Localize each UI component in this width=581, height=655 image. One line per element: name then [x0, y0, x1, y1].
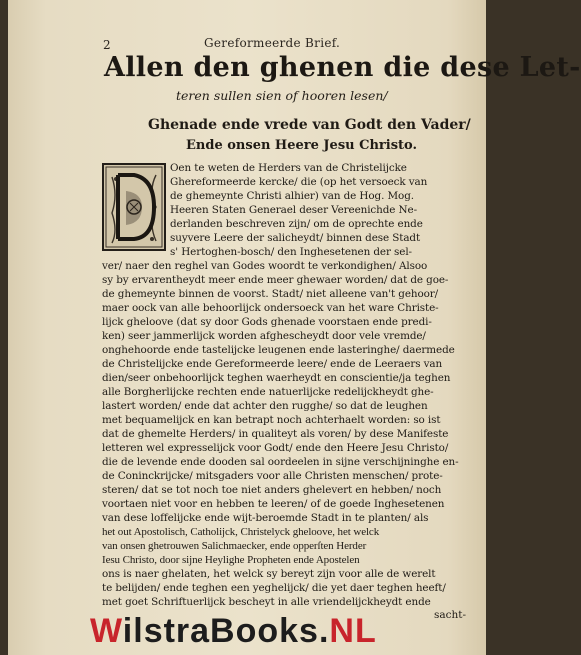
- body-line: de Coninckrijcke/ mitsgaders voor alle Christen menschen/ prote-: [102, 470, 443, 482]
- watermark-logo: [90, 612, 430, 651]
- body-line: dat de ghemelte Herders/ in qualiteyt als voren/ by dese Manifeste: [102, 428, 449, 440]
- page-number: 2: [103, 38, 111, 52]
- body-line: te belijden/ ende teghen een yeghelijck/ die yet daer teghen heeft/: [102, 582, 446, 594]
- catchword: sacht-: [434, 609, 467, 621]
- body-line: de ghemeynte Christi alhier) van de Hog. Mog.: [170, 190, 414, 202]
- body-line: onghehoorde ende tastelijcke leugenen ende lasteringhe/ daermede: [102, 344, 455, 356]
- decorated-initial-d-icon: [102, 163, 166, 251]
- body-line: alle Borgherlijcke rechten ende natuerlijcke redelijckheydt ghe-: [102, 386, 434, 398]
- greeting-line-1: Ghenade ende vrede van Godt den Vader/: [148, 117, 471, 133]
- body-line: de ghemeynte binnen de voorst. Stadt/ niet alleene van't gehoor/: [102, 288, 439, 300]
- body-line: de Christelijcke ende Gereformeerde leere/ ende de Leeraers van: [102, 358, 443, 370]
- body-line: sy by ervarentheydt meer ende meer ghewaer worden/ dat de goe-: [102, 274, 449, 286]
- book-page: [8, 0, 581, 655]
- body-line: Oen te weten de Herders van de Christelijcke: [170, 162, 407, 174]
- body-line: Heeren Staten Generael deser Vereenichde Ne-: [170, 204, 418, 216]
- title-line-1: Allen den ghenen die dese Let-: [104, 52, 581, 83]
- body-line: s' Hertoghen-bosch/ den Inghesetenen der sel-: [170, 246, 412, 258]
- title-line-2: teren sullen sien of hooren lesen/: [176, 88, 388, 103]
- body-line: ons is naer ghelaten, het welck sy bereyt zijn voor alle de werelt: [102, 568, 436, 580]
- greeting-line-2: Ende onsen Heere Jesu Christo.: [186, 138, 418, 153]
- watermark-first-letter: W: [90, 612, 123, 650]
- body-line: dien/seer onbehoorlijck teghen waerheydt en conscientie/ja teghen: [102, 372, 451, 384]
- body-line: met goet Schriftuerlijck bescheyt in alle vriendelijckheydt ende: [102, 596, 431, 608]
- body-line: maer oock van alle behoorlijck ondersoeck van het ware Christe-: [102, 302, 439, 314]
- body-line: letteren wel expresselijck voor Godt/ ende den Heere Jesu Christo/: [102, 442, 449, 454]
- body-line: lastert worden/ ende dat achter den rugghe/ so dat de leughen: [102, 400, 428, 412]
- body-line: van onsen ghetrouwen Salichmaecker, ende opperſten Herder: [102, 540, 367, 552]
- body-line: voortaen niet voor en hebben te leeren/ of de goede Inghesetenen: [102, 498, 445, 510]
- body-line: die de levende ende dooden sal oordeelen in sijne verschijninghe en-: [102, 456, 459, 468]
- running-head: Gereformeerde Brief.: [204, 36, 341, 50]
- body-line: suyvere Leere der salicheydt/ binnen dese Stadt: [170, 232, 421, 244]
- watermark-tld: NL: [329, 612, 377, 650]
- body-line: ken) seer jammerlijck worden afghescheydt door vele vremde/: [102, 330, 426, 342]
- body-line: Ghereformeerde kercke/ die (op het versoeck van: [170, 176, 428, 188]
- body-line: derlanden beschreven zijn/ om de oprechte ende: [170, 218, 423, 230]
- watermark-name: ilstraBooks.: [122, 612, 330, 650]
- body-line: van dese loffelijcke ende wijt-beroemde Stadt in te planten/ als: [102, 512, 429, 524]
- body-line: Iesu Christo, door sijne Heylighe Propheten ende Apostelen: [102, 554, 360, 566]
- body-line: steren/ dat se tot noch toe niet anders ghelevert en hebben/ noch: [102, 484, 442, 496]
- body-line: het out Apostolisch, Catholijck, Christelyck gheloove, het welck: [102, 526, 380, 538]
- body-line: ver/ naer den reghel van Godes woordt te verkondighen/ Alsoo: [102, 260, 428, 272]
- body-line: lijck gheloove (dat sy door Gods ghenade voorstaen ende predi-: [102, 316, 432, 328]
- body-line: met bequamelijck en kan betrapt noch achterhaelt worden: so ist: [102, 414, 441, 426]
